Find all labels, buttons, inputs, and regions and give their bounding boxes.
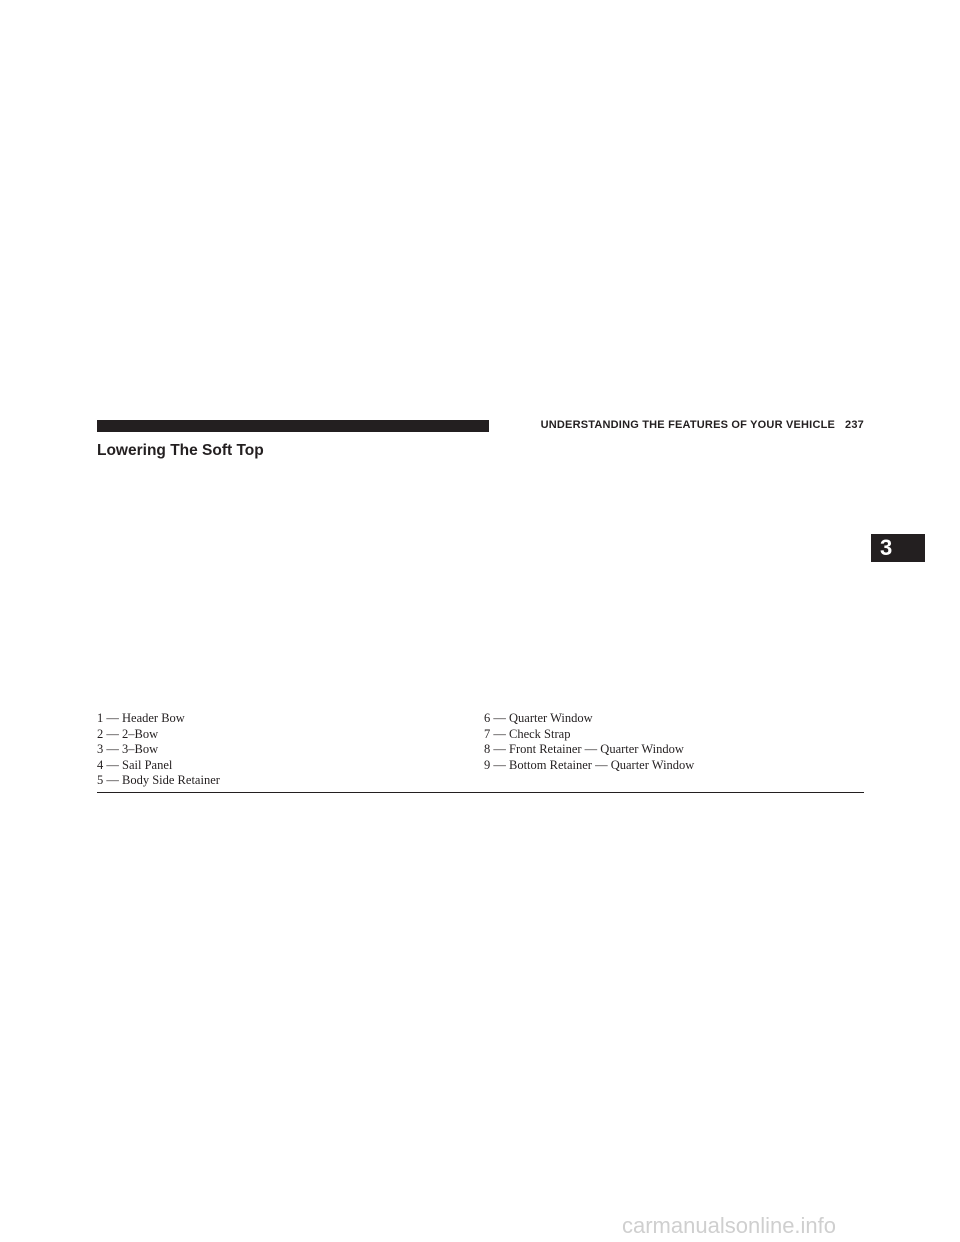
legend-right-column	[484, 711, 694, 773]
chapter-tab: 3	[871, 534, 925, 562]
legend-item: 7 — Check Strap	[484, 726, 571, 741]
running-header	[500, 419, 864, 431]
section-label: UNDERSTANDING THE FEATURES OF YOUR VEHICLE	[540, 419, 836, 431]
legend-item: 6 — Quarter Window	[484, 711, 593, 725]
legend-item: 5 — Body Side Retainer	[97, 773, 220, 788]
legend-item: 1 — Header Bow	[97, 711, 185, 725]
legend-item: 8 — Front Retainer — Quarter Window	[484, 742, 684, 757]
watermark: carmanualsonline.info	[622, 1213, 837, 1238]
figure-area	[97, 470, 864, 705]
header-bar	[97, 420, 489, 432]
legend-left-column	[97, 711, 220, 789]
legend-item: 2 — 2–Bow	[97, 726, 159, 741]
legend-bottom-rule	[97, 792, 864, 793]
page-number: 237	[845, 419, 864, 431]
legend-item: 9 — Bottom Retainer — Quarter Window	[484, 757, 695, 772]
section-title: Lowering The Soft Top	[97, 442, 264, 459]
legend-item: 3 — 3–Bow	[97, 742, 159, 757]
legend-item: 4 — Sail Panel	[97, 757, 173, 772]
